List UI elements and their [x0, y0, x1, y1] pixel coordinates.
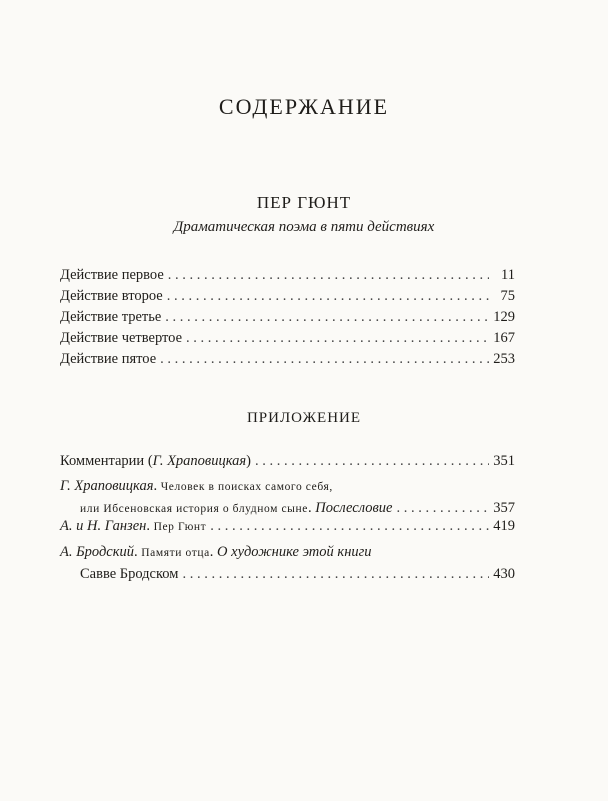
entry-genre: Послесловие — [315, 500, 393, 516]
toc-entry-label — [60, 451, 251, 472]
entry-line-2: Савве Бродском — [80, 566, 179, 582]
toc-entry-translation[interactable] — [60, 516, 515, 537]
toc-entry-label: Действие первое — [60, 267, 164, 283]
work-title: ПЕР ГЮНТ — [256, 193, 352, 212]
toc-entry-label: Действие третье — [60, 309, 162, 325]
page-title: СОДЕРЖАНИЕ — [218, 94, 390, 119]
toc-entry-afterword[interactable] — [60, 476, 515, 519]
dot-leader — [210, 516, 489, 537]
toc-page-number: 11 — [501, 267, 515, 283]
entry-separator: . — [146, 518, 154, 534]
toc-entry-label: Действие четвертое — [60, 330, 183, 346]
toc-page-number: 167 — [493, 330, 515, 346]
dot-leader — [165, 307, 489, 328]
entry-author: Г. Храповицкая — [60, 478, 154, 494]
entry-separator: . — [134, 544, 142, 560]
dot-leader — [160, 349, 489, 370]
appendix-title: ПРИЛОЖЕНИЕ — [246, 410, 362, 426]
entry-prefix: Комментарии ( — [60, 453, 153, 469]
toc-entry-label — [60, 516, 206, 538]
entry-title-line-1: Человек в поисках самого себя, — [160, 481, 333, 493]
entry-line-1 — [60, 476, 515, 498]
toc-page-number: 75 — [500, 288, 515, 304]
entry-title-line-2: или Ибсеновская история о блудном сыне — [80, 503, 308, 515]
entry-separator: . — [209, 544, 218, 560]
toc-acts-list — [60, 265, 515, 370]
entry-suffix: ) — [246, 453, 251, 469]
entry-subtitle: О художнике этой книги — [217, 544, 372, 560]
toc-page-number: 129 — [493, 309, 515, 325]
entry-title: Памяти отца — [141, 547, 210, 559]
entry-separator: . — [307, 500, 316, 516]
toc-entry-illustrator[interactable] — [60, 542, 515, 585]
toc-entry-commentary[interactable] — [60, 451, 515, 472]
toc-page-number: 430 — [493, 566, 515, 582]
toc-entry-act-3[interactable] — [60, 307, 515, 328]
work-subtitle: Драматическая поэма в пяти действиях — [173, 219, 435, 235]
toc-entry-act-5[interactable] — [60, 349, 515, 370]
entry-line-1 — [60, 542, 515, 564]
entry-author: А. Бродский — [60, 544, 135, 560]
toc-page-number: 419 — [493, 518, 515, 534]
entry-title: Пер Гюнт — [153, 521, 207, 533]
entry-separator: . — [153, 478, 161, 494]
entry-author: Г. Храповицкая — [152, 453, 247, 469]
toc-entry-act-4[interactable] — [60, 328, 515, 349]
toc-entry-label: Действие второе — [60, 288, 163, 304]
toc-page-number: 253 — [493, 351, 515, 367]
toc-page-number: 351 — [493, 453, 515, 469]
dot-leader — [168, 265, 489, 286]
dot-leader — [186, 328, 489, 349]
toc-entry-act-1[interactable] — [60, 265, 515, 286]
toc-entry-act-2[interactable] — [60, 286, 515, 307]
dot-leader — [255, 451, 489, 472]
toc-page-number: 357 — [493, 500, 515, 516]
dot-leader — [182, 564, 489, 585]
toc-entry-label: Действие пятое — [60, 351, 157, 367]
entry-author: А. и Н. Ганзен — [60, 518, 147, 534]
dot-leader — [167, 286, 489, 307]
